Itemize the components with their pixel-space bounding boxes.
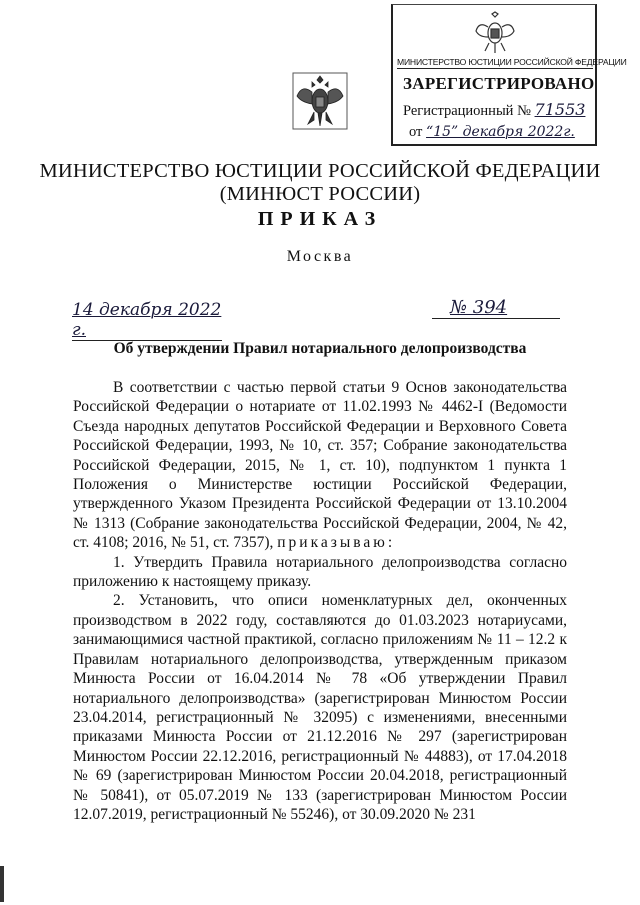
body-paragraph-preamble <box>73 378 567 553</box>
preamble-text: В соответствии с частью первой статьи 9 Основ законодательства Российской Федерации о нотариате от 11.02.1993 № 4462-I (Ведомости Съезда народных депутатов Российской Федерации и Верховного Совета Российской Федерации, 1993, № 10, ст. 357; Собрание законодательства Российской Федерации, 2015, № 1, ст. 10), подпунктом 1 пункта 1 Положения о Министерстве юстиции Российской Федерации, утвержденного Указом Президента Российской Федерации от 13.10.2004 № 1313 (Собрание законодательства Российской Федерации, 2004, № 42, ст. 4108; 2016, № 51, ст. 7357), <box>73 379 567 552</box>
coat-of-arms-icon <box>292 72 348 130</box>
stamp-date-line <box>409 124 575 141</box>
stamp-ministry-name: МИНИСТЕРСТВО ЮСТИЦИИ РОССИЙСКОЙ ФЕДЕРАЦИИ <box>397 57 627 67</box>
body-paragraph-1: 1. Утвердить Правила нотариального делопроизводства согласно приложению к настоящему приказу. <box>73 553 567 591</box>
registration-stamp <box>391 4 627 146</box>
order-subject: Об утверждении Правил нотариального делопроизводства <box>113 340 527 357</box>
ministry-title-line1: МИНИСТЕРСТВО ЮСТИЦИИ РОССИЙСКОЙ ФЕДЕРАЦИИ <box>39 160 601 182</box>
order-city: Москва <box>286 248 354 265</box>
order-date: 14 декабря 2022 г. <box>72 300 222 340</box>
order-title: ПРИКАЗ <box>257 208 383 230</box>
ministry-title-line2: (МИНЮСТ РОССИИ) <box>219 183 421 205</box>
stamp-emblem-icon <box>473 11 517 55</box>
stamp-reg-number: 71553 <box>534 100 586 119</box>
body-paragraph-2: 2. Установить, что описи номенклатурных дел, оконченных производством в 2022 году, составляются до 01.03.2023 нотариусами, занимающимися частной практикой, согласно приложениям № 11 – 12.2 к Правилам нотариального делопроизводства, утвержденным приказом Минюста России от 16.04.2014 № 78 «Об утверждении Правил нотариального делопроизводства» (зарегистрирован Минюстом России 23.04.2014, регистрационный № 32095) с изменениями, внесенными приказами Минюста России от 21.12.2016 № 297 (зарегистрирован Минюстом России 22.12.2016, регистрационный № 44883), от 17.04.2018 № 69 (зарегистрирован Минюстом России 20.04.2018, регистрационный № 50841), от 05.07.2019 № 133 (зарегистрирован Минюстом России 12.07.2019, регистрационный № 55246), от 30.09.2020 № 231 <box>73 592 567 823</box>
stamp-registration-line <box>403 100 585 120</box>
stamp-date-label: от <box>409 124 423 140</box>
ministry-title <box>0 160 640 206</box>
scan-edge-mark <box>0 866 4 902</box>
stamp-reg-label: Регистрационный № <box>403 103 531 119</box>
stamp-registered-label: ЗАРЕГИСТРИРОВАНО <box>403 74 595 93</box>
stamp-date-value: “15” декабря 2022г. <box>426 124 575 140</box>
order-number: № 394 <box>432 297 560 319</box>
order-directive: приказываю: <box>277 534 396 552</box>
order-body <box>73 378 567 824</box>
